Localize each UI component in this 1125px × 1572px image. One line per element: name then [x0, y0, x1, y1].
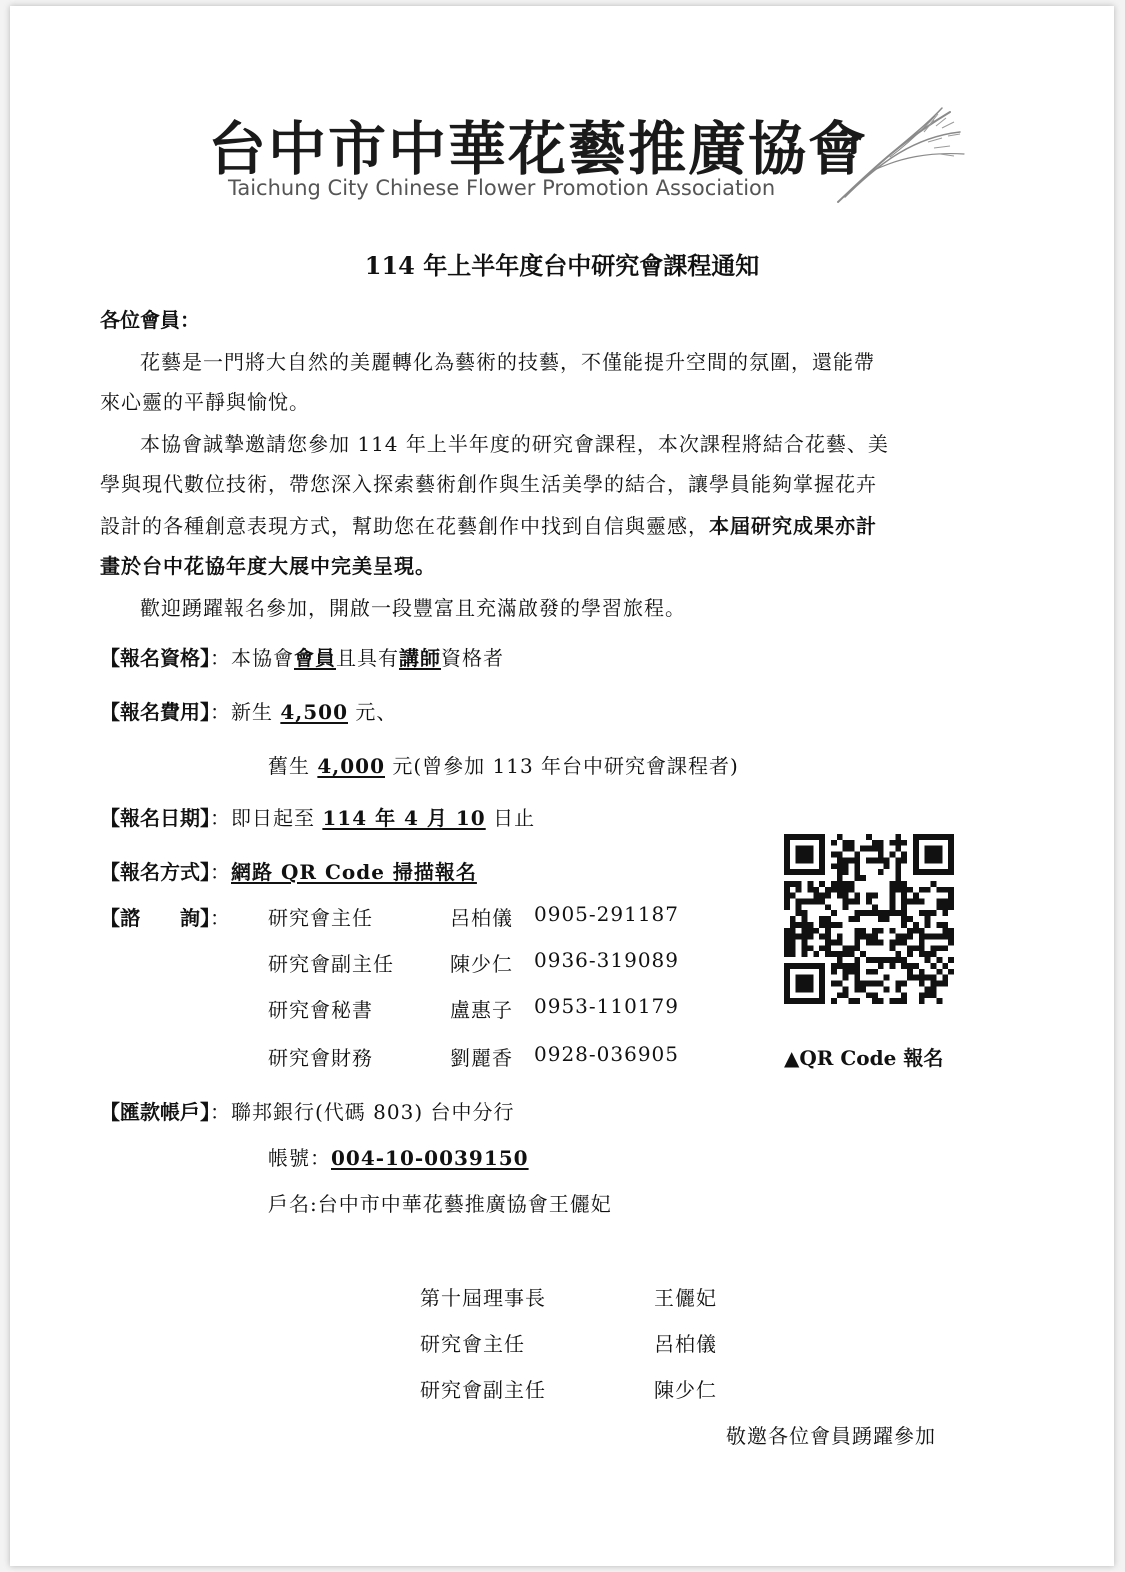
- fee-row: [100, 696, 397, 725]
- contact-phone: 0953-110179: [534, 994, 680, 1018]
- intro-p1-line2: 來心靈的平靜與愉悅。: [100, 390, 310, 414]
- signature-title: 第十屆理事長: [420, 1286, 546, 1310]
- account-bank: 聯邦銀行(代碼 803) 台中分行: [231, 1100, 515, 1124]
- contact-label: 【諮 詢】: [100, 906, 210, 930]
- intro-p1-line1: 花藝是一門將大自然的美麗轉化為藝術的技藝，不僅能提升空間的氛圍，還能帶: [140, 350, 875, 374]
- eligibility-member: 會員: [294, 646, 336, 670]
- greeting: 各位會員：: [100, 308, 200, 332]
- intro-p2-line3-normal: 設計的各種創意表現方式，幫助您在花藝創作中找到自信與靈感，: [100, 514, 709, 538]
- account-number-label: 帳號：: [268, 1146, 331, 1170]
- contact-role: 研究會秘書: [268, 998, 373, 1022]
- eligibility-label: 【報名資格】: [100, 646, 210, 670]
- eligibility-colon: ：: [210, 646, 231, 670]
- method-colon: ：: [210, 860, 231, 884]
- fee-new-amount: 4,500: [280, 700, 348, 724]
- date-colon: ：: [210, 806, 231, 830]
- date-row: [100, 802, 535, 831]
- eligibility-text-5: 資格者: [441, 646, 504, 670]
- closing-invitation: 敬邀各位會員踴躍參加: [726, 1424, 936, 1448]
- fee-colon: ：: [210, 700, 231, 724]
- contact-phone: 0905-291187: [534, 902, 680, 926]
- signature-title: 研究會主任: [420, 1332, 525, 1356]
- contact-name: 盧惠子: [450, 998, 513, 1022]
- date-prefix: 即日起至: [231, 806, 323, 830]
- intro-p2-line2: 學與現代數位技術，帶您深入探索藝術創作與生活美學的結合，讓學員能夠掌握花卉: [100, 472, 877, 496]
- notice-title: 114 年上半年度台中研究會課程通知: [364, 251, 760, 280]
- contact-colon: ：: [210, 906, 231, 930]
- fee-row-old: [268, 750, 739, 779]
- contact-phone: 0936-319089: [534, 948, 680, 972]
- fee-new-suffix: 元、: [348, 700, 398, 724]
- signature-name: 陳少仁: [654, 1378, 717, 1402]
- grass-brush-icon: [830, 102, 970, 216]
- contact-name: 呂柏儀: [450, 906, 513, 930]
- method-label: 【報名方式】: [100, 860, 210, 884]
- contact-role: 研究會財務: [268, 1046, 373, 1070]
- contact-name: 劉麗香: [450, 1046, 513, 1070]
- account-number-row: [268, 1142, 529, 1171]
- contact-role: 研究會副主任: [268, 952, 394, 976]
- signature-title: 研究會副主任: [420, 1378, 546, 1402]
- signature-name: 呂柏儀: [654, 1332, 717, 1356]
- fee-label: 【報名費用】: [100, 700, 210, 724]
- qr-caption: ▲QR Code 報名: [784, 1046, 944, 1070]
- date-label: 【報名日期】: [100, 806, 210, 830]
- eligibility-instructor: 講師: [399, 646, 441, 670]
- contact-label-row: [100, 902, 231, 931]
- eligibility-row: [100, 642, 504, 671]
- signature-name: 王儷妃: [654, 1286, 717, 1310]
- contact-role: 研究會主任: [268, 906, 373, 930]
- fee-new-prefix: 新生: [231, 700, 281, 724]
- intro-p2-line1: 本協會誠摯邀請您參加 114 年上半年度的研究會課程，本次課程將結合花藝、美: [140, 432, 889, 456]
- logo-chinese-name: 台中市中華花藝推廣協會: [208, 115, 869, 183]
- method-value: 網路 QR Code 掃描報名: [231, 860, 477, 884]
- account-holder: 戶名:台中市中華花藝推廣協會王儷妃: [268, 1192, 612, 1216]
- date-suffix: 日止: [485, 806, 536, 830]
- method-row: [100, 856, 477, 885]
- fee-old-amount: 4,000: [317, 754, 385, 778]
- eligibility-text-3: 且具有: [336, 646, 399, 670]
- account-colon: ：: [210, 1100, 231, 1124]
- eligibility-text-1: 本協會: [231, 646, 294, 670]
- intro-p3: 歡迎踴躍報名參加，開啟一段豐富且充滿啟發的學習旅程。: [140, 596, 686, 620]
- contact-name: 陳少仁: [450, 952, 513, 976]
- date-deadline: 114 年 4 月 10: [322, 806, 486, 830]
- logo-english-name: Taichung City Chinese Flower Promotion Association: [228, 176, 776, 200]
- intro-p2-line3: [100, 510, 877, 539]
- fee-old-prefix: 舊生: [268, 754, 318, 778]
- account-label: 【匯款帳戶】: [100, 1100, 210, 1124]
- document-page: [10, 6, 1114, 1566]
- fee-old-suffix: 元(曾參加 113 年台中研究會課程者): [385, 754, 739, 778]
- account-number: 004-10-0039150: [331, 1146, 529, 1170]
- qr-code[interactable]: [784, 834, 954, 1004]
- intro-p2-line3-bold: 本屆研究成果亦計: [709, 514, 877, 538]
- account-row: [100, 1096, 515, 1125]
- intro-p2-line4: 畫於台中花協年度大展中完美呈現。: [100, 554, 436, 578]
- contact-phone: 0928-036905: [534, 1042, 680, 1066]
